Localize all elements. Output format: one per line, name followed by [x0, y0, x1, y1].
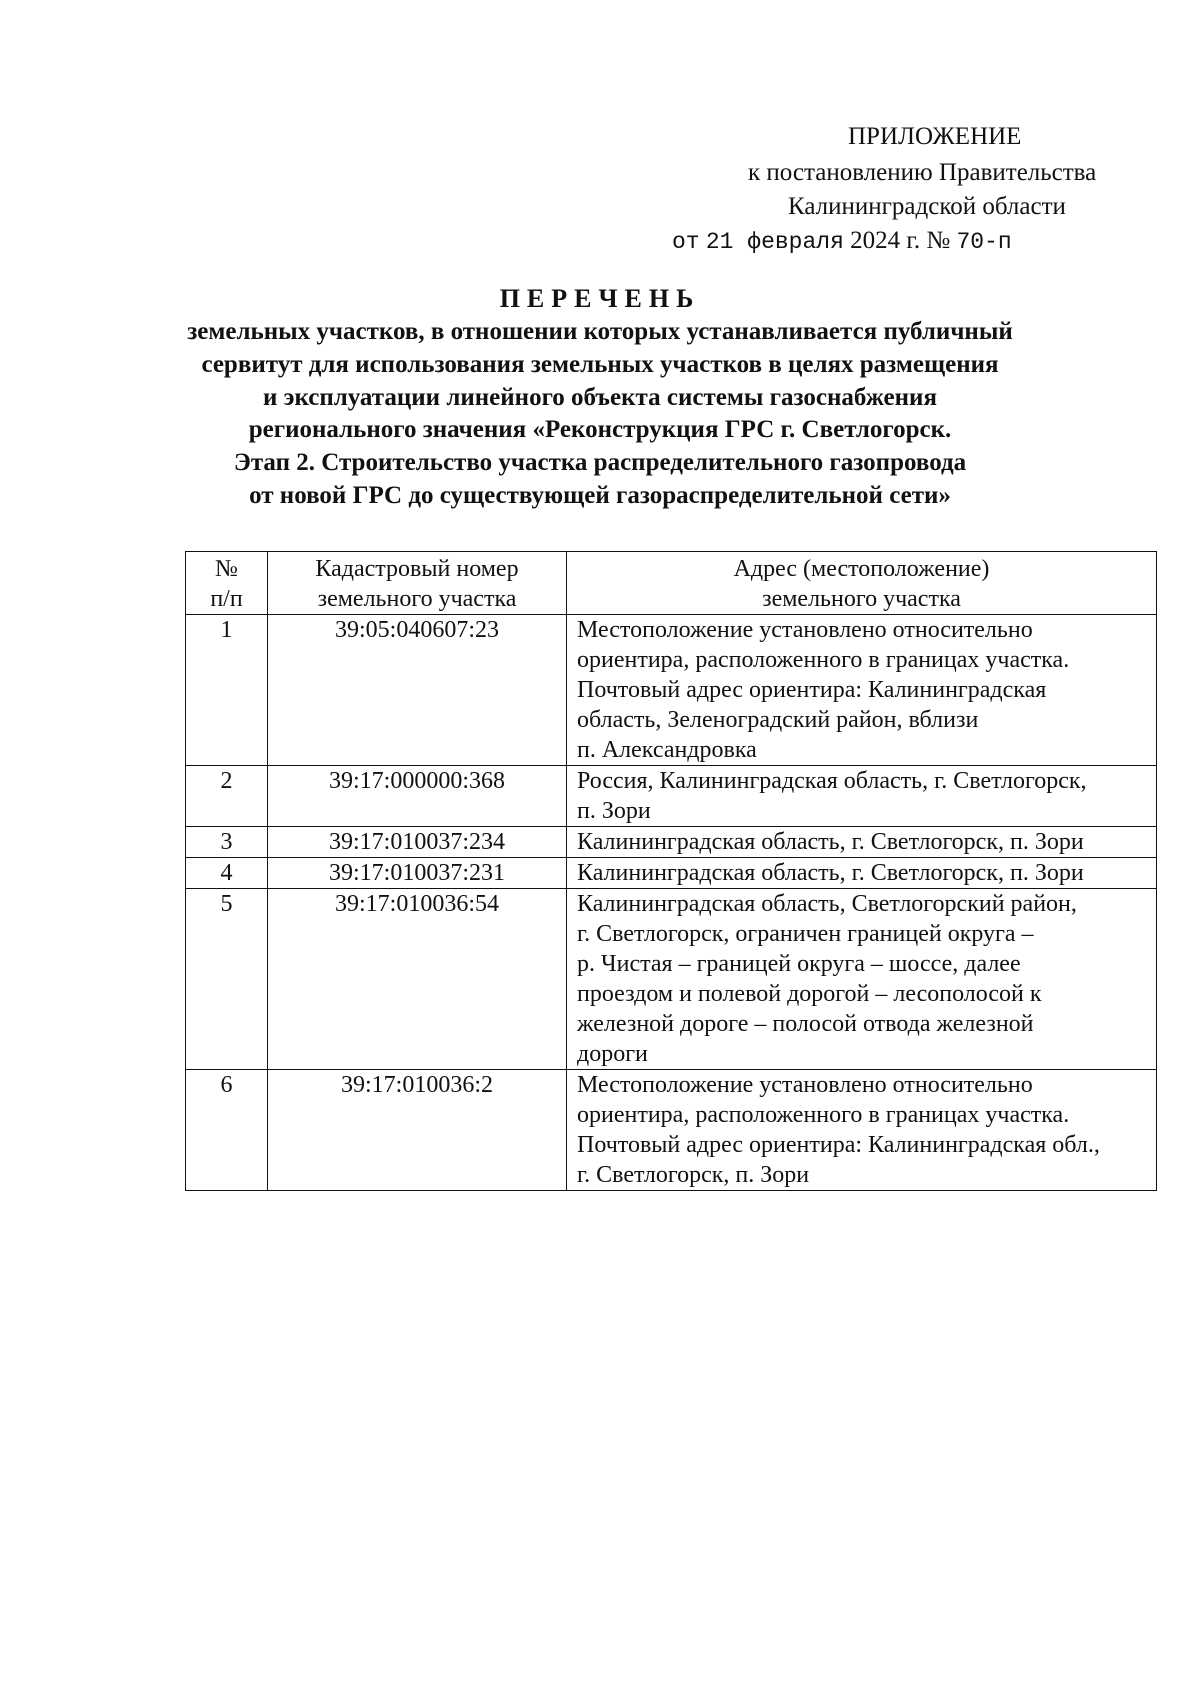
table-row: [186, 827, 1157, 858]
row-number: 2: [186, 766, 268, 827]
cadastral-number: 39:05:040607:23: [268, 615, 567, 766]
column-header-address: Адрес (местоположение) земельного участка: [567, 552, 1157, 615]
cadastral-number: 39:17:010036:54: [268, 889, 567, 1070]
parcel-address: Калининградская область, г. Светлогорск, п. Зори: [567, 858, 1157, 889]
parcel-address: Местоположение установлено относительно ориентира, расположенного в границах участка. Почтовый адрес ориентира: Калининградская область, Зеленоградский район, вблизи п. Александровка: [567, 615, 1157, 766]
heading-line: земельных участков, в отношении которых устанавливается публичный: [187, 318, 1013, 345]
annex-region: Калининградской области: [788, 193, 1066, 220]
table-row: [186, 766, 1157, 827]
row-number: 5: [186, 889, 268, 1070]
parcels-table-wrap: [185, 551, 1157, 1191]
annex-date: [672, 224, 1012, 259]
cadastral-number: 39:17:000000:368: [268, 766, 567, 827]
parcel-address: Калининградская область, Светлогорский район, г. Светлогорск, ограничен границей округа – р. Чистая – границей округа – шоссе, далее проездом и полевой дорогой – лесополосой к железной дороге – полосой отвода железной дороги: [567, 889, 1157, 1070]
cadastral-number: 39:17:010037:231: [268, 858, 567, 889]
row-number: 4: [186, 858, 268, 889]
date-year: 2024 г. №: [850, 227, 951, 254]
heading-line: от новой ГРС до существующей газораспределительной сети»: [249, 481, 951, 509]
table-row: [186, 858, 1157, 889]
table-row: [186, 889, 1157, 1070]
row-number: 3: [186, 827, 268, 858]
heading-title: ПЕРЕЧЕНЬ: [499, 284, 701, 313]
date-prefix: от: [672, 229, 700, 255]
date-day-month: 21 февраля: [705, 229, 844, 255]
heading-line: Этап 2. Строительство участка распределительного газопровода: [233, 449, 967, 477]
parcel-address: Калининградская область, г. Светлогорск, п. Зори: [567, 827, 1157, 858]
parcel-address: Россия, Калининградская область, г. Светлогорск, п. Зори: [567, 766, 1157, 827]
table-row: [186, 615, 1157, 766]
column-header-cadastral: Кадастровый номер земельного участка: [268, 552, 567, 615]
cadastral-number: 39:17:010036:2: [268, 1070, 567, 1191]
heading-line: регионального значения «Реконструкция ГРС г. Светлогорск.: [248, 416, 952, 444]
document-heading: [0, 282, 1200, 513]
row-number: 6: [186, 1070, 268, 1191]
row-number: 1: [186, 615, 268, 766]
doc-number: 70-п: [956, 229, 1012, 255]
column-header-number: № п/п: [186, 552, 268, 615]
parcel-address: Местоположение установлено относительно ориентира, расположенного в границах участка. Почтовый адрес ориентира: Калининградская обл., г. Светлогорск, п. Зори: [567, 1070, 1157, 1191]
heading-line: и эксплуатации линейного объекта системы газоснабжения: [263, 383, 937, 411]
annex-reference: к постановлению Правительства: [748, 159, 1097, 186]
heading-line: сервитут для использования земельных участков в целях размещения: [201, 350, 999, 378]
annex-title: ПРИЛОЖЕНИЕ: [848, 123, 1022, 150]
cadastral-number: 39:17:010037:234: [268, 827, 567, 858]
table-header-row: [186, 552, 1157, 615]
table-row: [186, 1070, 1157, 1191]
parcels-table: [185, 551, 1157, 1191]
